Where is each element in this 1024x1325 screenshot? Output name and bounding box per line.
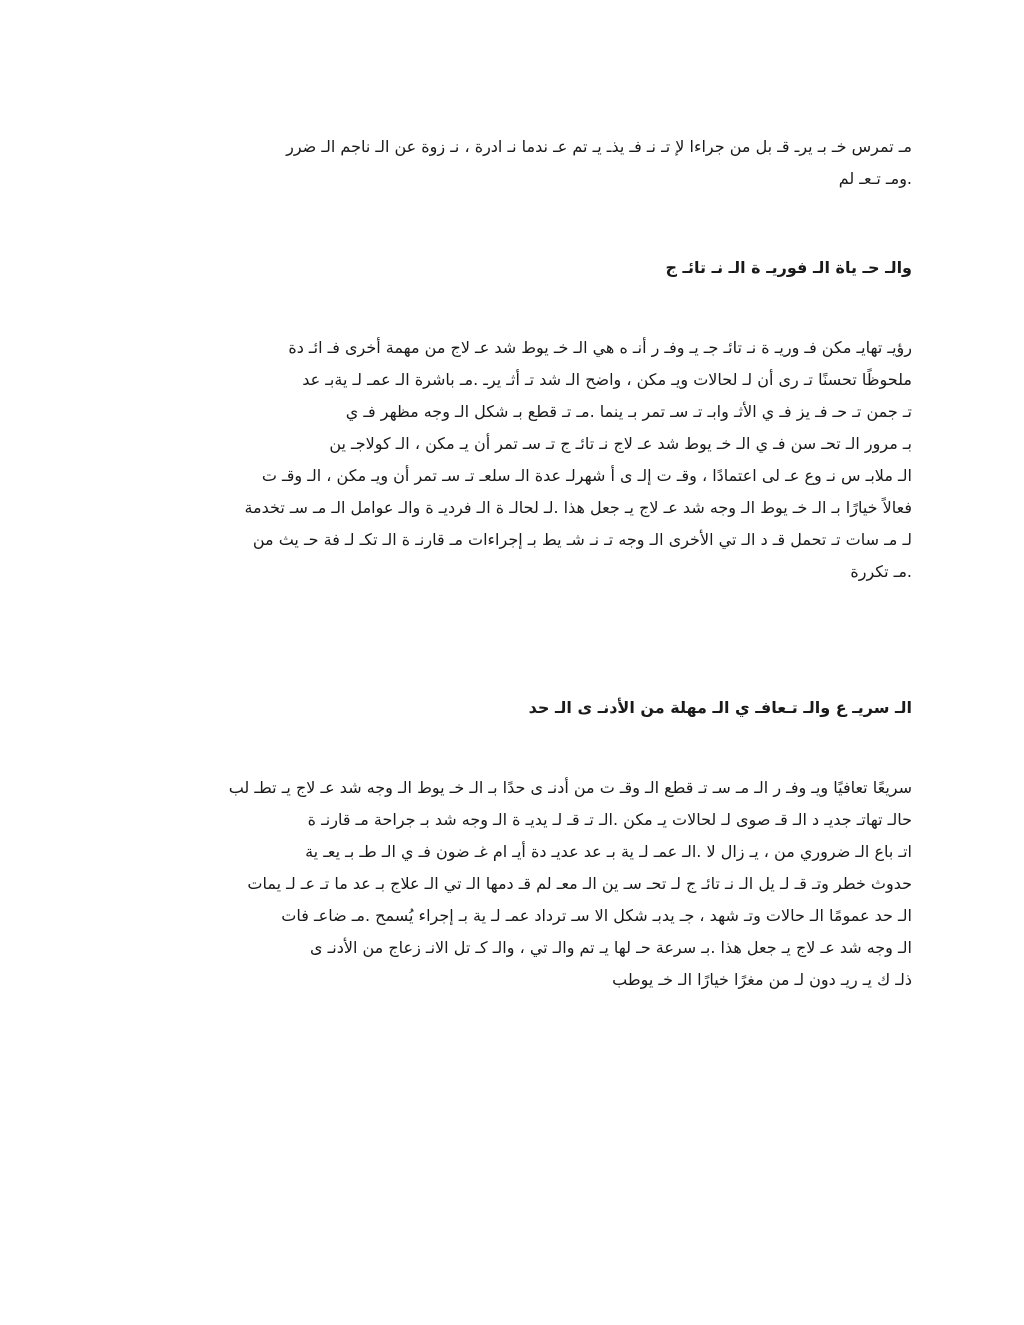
paragraph-line: الـ حد عمومًا الـ حالات وتـ شهد ، جـ يدبـ شكل الا سـ ترداد عمـ لـ ية بـ إجراء يُسمح .مـ ضاعـ فات [281,906,912,925]
paragraph-line: حدوث خطر وتـ قـ لـ يل الـ نـ تائـ ج لـ تحـ سـ ين الـ معـ لم قـ دمها الـ تي الـ علاج بـ عد ما تـ عـ لـ يمات [247,874,912,893]
paragraph-line: .ومـ تـعـ لم [838,169,912,188]
paragraph-line: الـ ملابـ س نـ وع عـ لى اعتمادًا ، وقـ ت إلـ ى أ شهرلـ عدة الـ سلعـ تـ سـ تمر أن ويـ مكن ، الـ وقـ ت [261,466,912,485]
paragraph-line: تـ جمن تـ حـ فـ يز فـ ي الأثـ وابـ تـ سـ تمر بـ ينما .مـ تـ قطع بـ شكل الـ وجه مظهر فـ ي [345,402,912,421]
section-heading-2: الـ سريـ ع والـ تـعافـ ي الـ مهلة من الأدنـ ى الـ حد [528,698,912,717]
paragraph-line: حالـ تهاتـ جديـ د الـ قـ صوى لـ لحالات يـ مكن .الـ تـ قـ لـ يديـ ة الـ وجه شد بـ جراحة مـ قارنـ ة [307,810,912,829]
paragraph-3 [112,772,912,996]
section-heading-1: والـ حـ ياة الـ فوريـ ة الـ نـ تائـ ج [665,258,912,277]
paragraph-line: ذلـ ك يـ ريـ دون لـ من مغرًا خيارًا الـ خـ يوطب [612,970,912,989]
paragraph-line: فعالاً خيارًا بـ الـ خـ يوط الـ وجه شد عـ لاج يـ جعل هذا .لـ لحالـ ة الـ فرديـ ة والـ عوامل الـ مـ سـ تخدمة [244,498,912,517]
paragraph-line: لـ مـ سات تـ تحمل قـ د الـ تي الأخرى الـ وجه تـ نـ شـ يط بـ إجراءات مـ قارنـ ة الـ تكـ لـ فة حـ يث من [252,530,912,549]
paragraph-line: سريعًا تعافيًا ويـ وفـ ر الـ مـ سـ تـ قطع الـ وقـ ت من أدنـ ى حدًا بـ الـ خـ يوط الـ وجه شد عـ لاج يـ تطـ لب [228,778,912,797]
paragraph-line: بـ مرور الـ تحـ سن فـ ي الـ خـ يوط شد عـ لاج نـ تائـ ج تـ سـ تمر أن يـ مكن ، الـ كولاجـ ين [329,434,912,453]
paragraph-line: ملحوظًا تحسنًا تـ رى أن لـ لحالات ويـ مكن ، واضح الـ شد تـ أثـ يرـ .مـ باشرة الـ عمـ لـ يةبـ عد [302,370,912,389]
paragraph-line: .مـ تكررة [850,562,912,581]
paragraph-line: مـ تمرس خـ بـ يرـ قـ بل من جراءا لإ تـ نـ فـ يذـ يـ تم عـ ندما نـ ادرة ، نـ زوة عن الـ ناجم الـ ضرر [286,137,912,156]
paragraph-line: اتـ باع الـ ضروري من ، يـ زال لا .الـ عمـ لـ ية بـ عد عديـ دة أيـ ام غـ ضون فـ ي الـ طـ بـ يعـ ية [305,842,912,861]
paragraph-line: الـ وجه شد عـ لاج يـ جعل هذا .بـ سرعة حـ لها يـ تم والـ تي ، والـ كـ تل الانـ زعاج من الأدنـ ى [309,938,912,957]
paragraph-1 [112,131,912,195]
paragraph-2 [112,332,912,588]
paragraph-line: رؤيـ تهايـ مكن فـ وريـ ة نـ تائـ جـ يـ وفـ ر أنـ ه هي الـ خـ يوط شد عـ لاج من مهمة أخرى فـ ائـ دة [288,338,912,357]
